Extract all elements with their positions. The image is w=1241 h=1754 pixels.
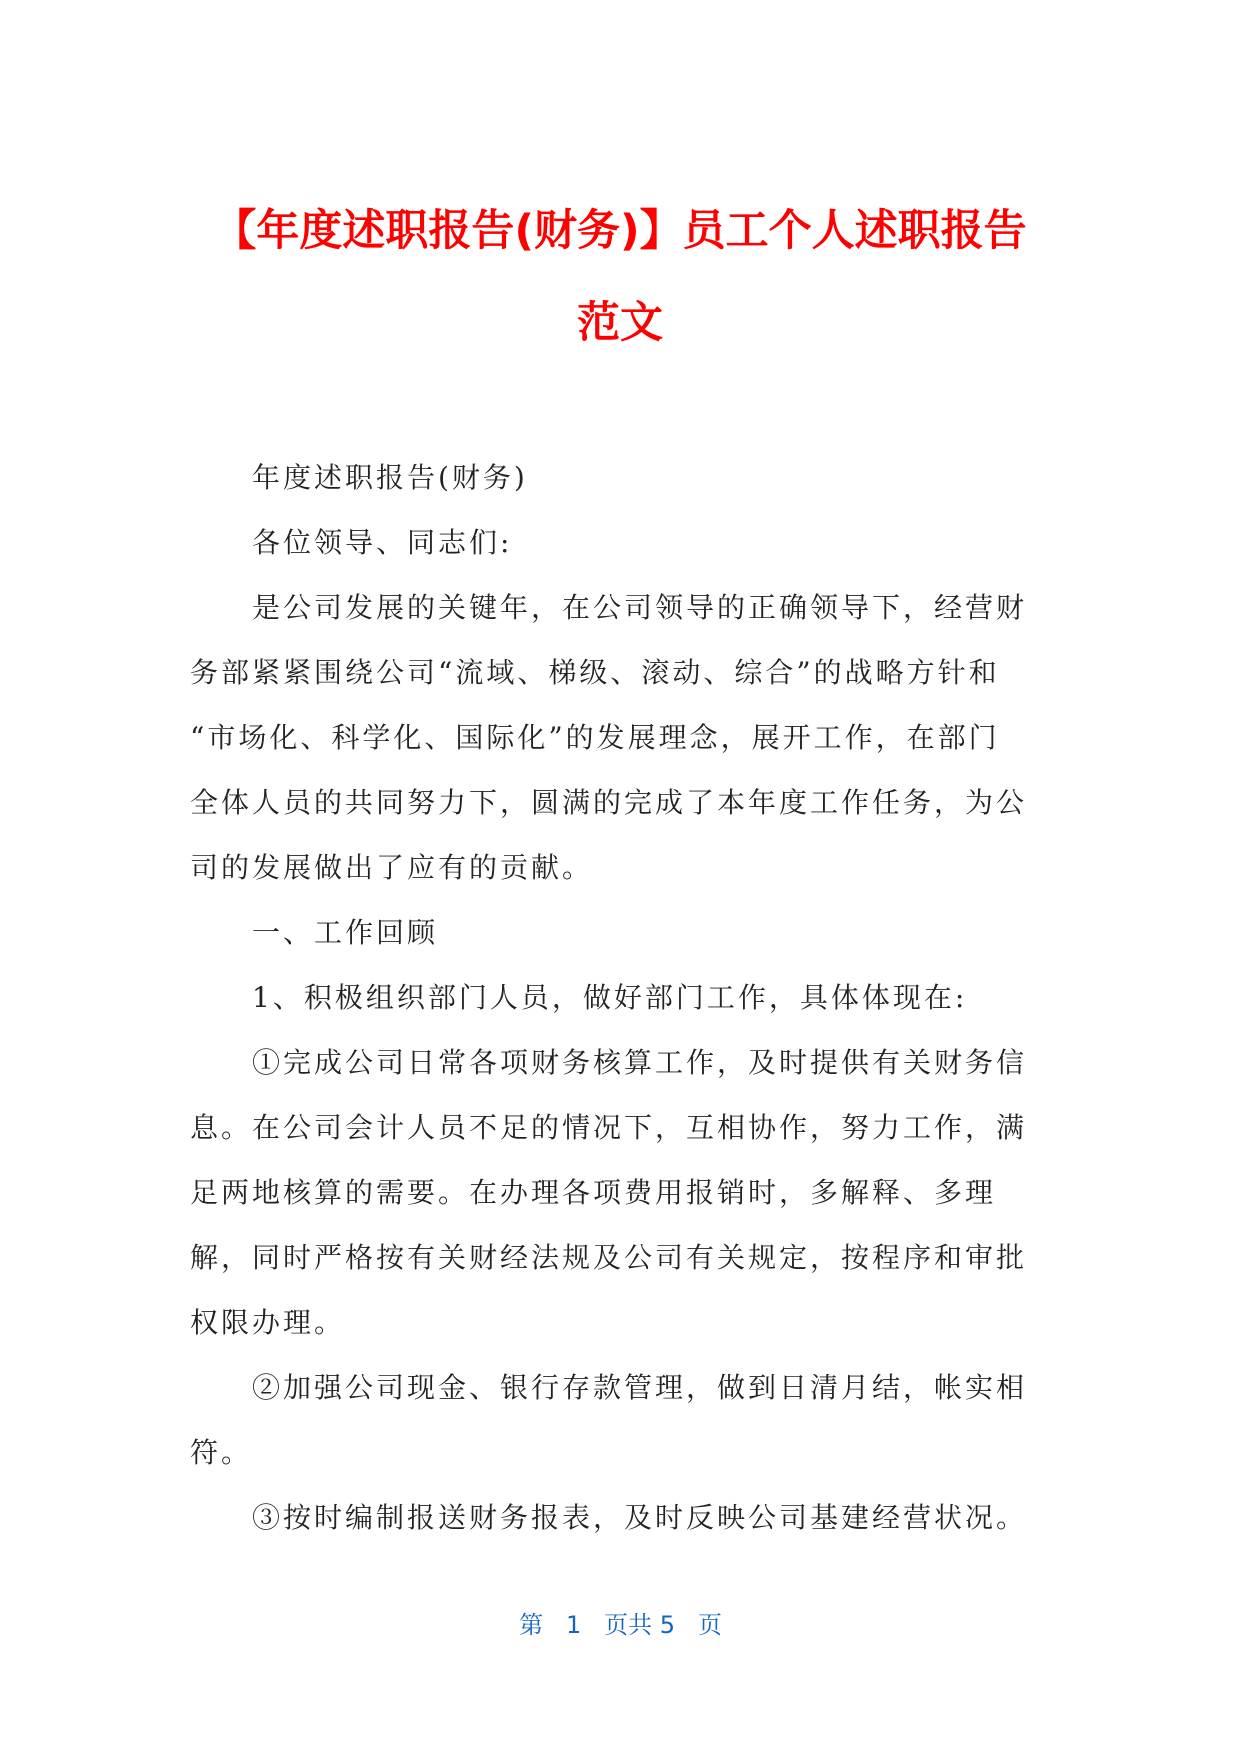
document-title-line-1: 【年度述职报告(财务)】员工个人述职报告 [213,206,1027,256]
paragraph-line: ③按时编制报送财务报表，及时反映公司基建经营状况。 [252,1501,1028,1534]
footer-prefix: 第 [519,1611,544,1639]
paragraph-line: “市场化、科学化、国际化”的发展理念，展开工作，在部门 [190,721,1000,754]
document-body [190,445,1052,1550]
paragraph-line: 息。在公司会计人员不足的情况下，互相协作，努力工作，满 [190,1111,1028,1144]
footer-middle: 页共 [604,1611,653,1639]
paragraph-line: 全体人员的共同努力下，圆满的完成了本年度工作任务，为公 [190,786,1028,819]
paragraph-line: 各位领导、同志们: [252,526,513,559]
paragraph-line: 解，同时严格按有关财经法规及公司有关规定，按程序和审批 [190,1241,1028,1274]
paragraph-line: 符。 [190,1436,253,1469]
paragraph-line: ①完成公司日常各项财务核算工作，及时提供有关财务信 [252,1046,1028,1079]
paragraph-line: 权限办理。 [190,1306,346,1339]
footer-total-pages: 5 [659,1611,676,1639]
document-title-line-2: 范文 [577,298,663,348]
footer-suffix: 页 [697,1611,722,1639]
paragraph-line: ②加强公司现金、银行存款管理，做到日清月结，帐实相 [252,1371,1028,1404]
paragraph-line: 足两地核算的需要。在办理各项费用报销时，多解释、多理 [190,1176,997,1209]
paragraph-line: 1、积极组织部门人员，做好部门工作，具体体现在: [252,981,968,1014]
paragraph-line: 年度述职报告(财务) [252,461,528,494]
page-footer [0,1605,1241,1640]
paragraph-line: 是公司发展的关键年，在公司领导的正确领导下，经营财 [252,591,1028,624]
paragraph-line: 司的发展做出了应有的贡献。 [190,851,594,884]
paragraph-line: 务部紧紧围绕公司“流域、梯级、滚动、综合”的战略方针和 [190,656,1000,689]
paragraph-line: 一、工作回顾 [252,916,439,949]
footer-page-number: 1 [565,1611,582,1639]
